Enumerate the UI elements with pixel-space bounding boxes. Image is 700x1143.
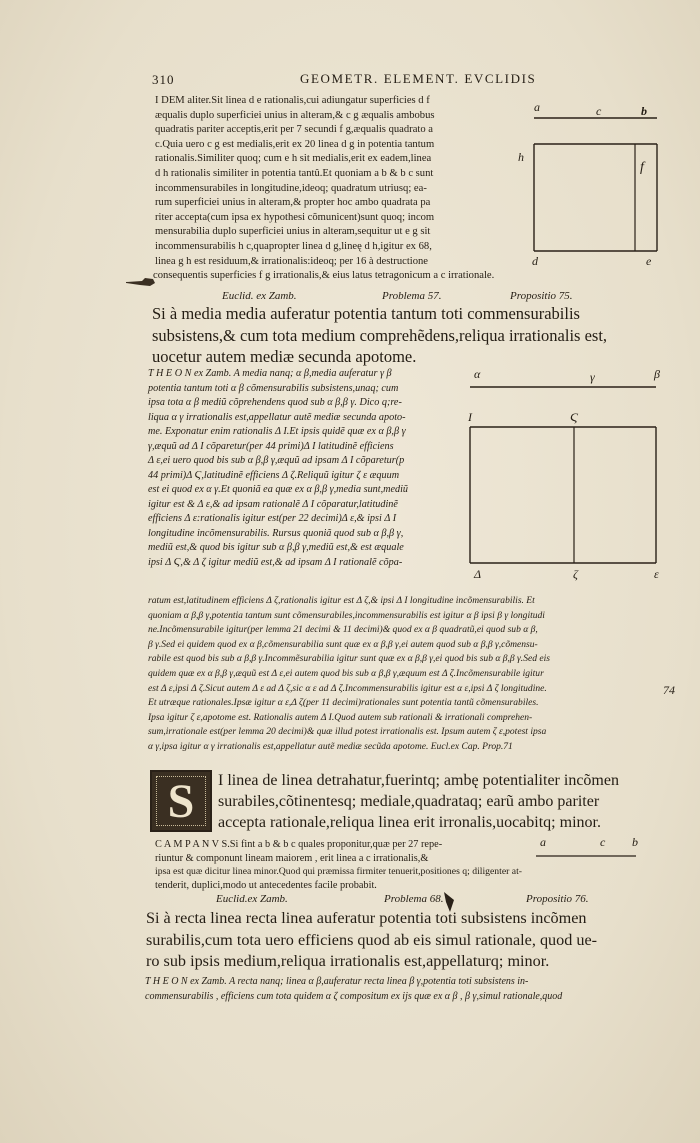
text-line: linea g h est residuum,& irrationalis:ideoq; per 16 à destructione bbox=[155, 255, 429, 267]
figure-label: d bbox=[532, 254, 538, 268]
proposition-76 bbox=[146, 908, 597, 973]
theon-commentary-1 bbox=[148, 367, 408, 570]
text-line: longitudine incõmensurabilis. Rursus quoniã quod sub α β,β γ, bbox=[148, 527, 404, 539]
text-line: sum,irrationale est(per lemma 20 decimi)& quæ illud potest irrationalis est. Ipsum autem ζ ε,potest ipsa bbox=[148, 726, 547, 738]
text-line: uocetur autem mediæ secunda apotome. bbox=[152, 347, 417, 366]
text-line: rationalis.Similiter quoq; cum e h sit medialis,erit ex eadem,linea bbox=[155, 153, 432, 165]
text-line: incommensurabilis h c,quapropter linea d g,lineę d h,igitur ex 68, bbox=[155, 240, 432, 252]
text-line: consequentis superficies f g irrationalis,& eius latus tetragonicum a c irrationale. bbox=[153, 270, 495, 282]
text-line: tenderit, duplici,modo ut antecedentes facile probabit. bbox=[155, 879, 377, 891]
text-line: igitur est & Δ ε,& ad ipsam rationalẽ Δ Ι cõparatur,latitudinẽ bbox=[148, 498, 398, 510]
text-line: c.Quia uero c g est medialis,erit ex 20 linea d g in potentia tantum bbox=[155, 138, 435, 150]
reference-proposition: Propositio 75. bbox=[510, 290, 573, 302]
reference-proposition: Propositio 76. bbox=[526, 893, 589, 905]
drop-cap-box bbox=[150, 770, 212, 832]
figure-label: Ι bbox=[468, 410, 472, 424]
text-line: accepta rationale,reliqua linea erit irronalis,uocabitq; minor. bbox=[218, 814, 601, 831]
figure-label: h bbox=[518, 150, 524, 164]
figure-label: c bbox=[600, 835, 606, 849]
text-line: I DEM aliter.Sit linea d e rationalis,cui adiungatur superficies d f bbox=[155, 95, 430, 106]
text-line: surabilis,cum tota uero efficiens quod ab eis simul rationale, quod ue- bbox=[146, 930, 598, 949]
figure-line-3 bbox=[536, 848, 646, 862]
figure-label: β bbox=[654, 367, 660, 381]
running-title: GEOMETR. ELEMENT. EVCLIDIS bbox=[300, 71, 537, 86]
text-line: ratum est,latitudinem efficiens Δ ζ,rationalis igitur est Δ ζ,& ipsi Δ Ι longitudine incõmensurabilis. Et bbox=[148, 595, 535, 606]
text-line: Et utræque rationales.Ipsæ igitur α ε,Δ ζ(per 11 decimi)rationales sunt potentia tantũ cõmensurabiles. bbox=[148, 697, 539, 709]
figure-label: a bbox=[540, 835, 546, 849]
reference-problem: Problema 68. bbox=[384, 893, 444, 905]
text-line: d h rationalis similiter in potentia tantû.Et quoniam a b & b c sunt bbox=[155, 167, 434, 179]
text-line: 44 primi)Δ Ϛ,latitudinẽ efficiens Δ ζ.Reliquũ igitur ζ ε æquum bbox=[148, 469, 400, 481]
text-line: æqualis duplo superficiei unius in alteram,& c g æqualis ambobus bbox=[155, 109, 435, 121]
figure-label: e bbox=[646, 254, 652, 268]
text-line: ipsa est quæ dicitur linea minor.Quod qui præmissa firmiter tenuerit,positiones q; diligenter at- bbox=[155, 866, 522, 877]
theon-commentary-1-cont bbox=[148, 594, 550, 755]
text-line: rum superficiei unius in alteram,& propter hoc ambo quadrata pa bbox=[155, 197, 431, 209]
text-line: subsistens,& cum tota medium comprehẽdens,reliqua irrationalis est, bbox=[152, 325, 608, 345]
margin-number: 74 bbox=[663, 683, 675, 697]
page-number: 310 bbox=[152, 72, 175, 87]
text-line: incommensurabiles in longitudine,ideoq; quadratum utriusq; ea- bbox=[155, 182, 427, 194]
text-line: ipsi Δ Ϛ,& Δ ζ igitur mediũ est,& ad ipsam Δ Ι rationalẽ cõpa- bbox=[148, 556, 403, 568]
figure-label: Ϛ bbox=[570, 410, 579, 424]
proposition-76-statement bbox=[218, 770, 619, 833]
figure-rectangle-1 bbox=[520, 100, 665, 270]
text-line: I linea de linea detrahatur,fuerintq; ambę potentialiter incõmen bbox=[218, 772, 619, 789]
text-line: est ei quod ex α γ.Et quoniã ea quæ ex α β,β γ,media sunt,mediũ bbox=[148, 484, 409, 495]
figure-label: ε bbox=[654, 567, 659, 581]
figure-label: f bbox=[640, 160, 644, 175]
text-line: C A M P A N V S.Si fint a b & b c quales proponitur,quæ per 27 repe- bbox=[155, 839, 443, 850]
text-line: ro sub ipsis medium,reliqua irrationalis est,appellaturq; minor. bbox=[146, 952, 550, 970]
figure-label: a bbox=[534, 100, 540, 114]
text-line: mensurabilia duplo superficiei unius in alteram,sequitur ut e g sit bbox=[155, 226, 431, 238]
text-line: riter accepta(cum ipsa ex hypothesi cõmunicent)sunt quoq; incom bbox=[155, 211, 435, 223]
reference-source: Euclid. ex Zamb. bbox=[222, 290, 297, 302]
text-line: riuntur & componunt lineam maiorem , erit linea a c irrationalis,& bbox=[155, 852, 429, 864]
text-line: γ,æquũ ad Δ Ι cõparetur(per 44 primi)Δ Ι latitudinẽ efficiens bbox=[148, 440, 394, 452]
figure-label: Δ bbox=[474, 567, 482, 581]
text-line: efficiens Δ ε:rationalis igitur est(per 22 decimi)Δ ε,& ipsi Δ Ι bbox=[148, 513, 397, 524]
alt-proof-block bbox=[155, 94, 494, 284]
text-line: Si à media media auferatur potentia tantum toti commensurabilis bbox=[152, 304, 580, 323]
figure-label: c bbox=[596, 104, 602, 118]
text-line: quoniam α β,β γ,potentia tantum sunt cõmensurabiles,incommensurabilis est igitur α β ipsi β γ longitudi bbox=[148, 609, 545, 621]
pointing-hand-icon bbox=[126, 276, 156, 288]
text-line: quidem quæ ex α β,β γ,æquũ est Δ ε,ei autem quod bis sub α β,β γ,æquum est Δ ζ.Incõmensurabile igitur bbox=[148, 667, 544, 679]
text-line: potentia tantum toti α β cõmensurabilis subsistens,unaq; cum bbox=[148, 382, 399, 394]
theon-commentary-2 bbox=[145, 975, 562, 1004]
text-line: α γ,ipsa igitur α γ irrationalis est,appellatur autẽ mediæ secũda apotome. Eucl.ex Cap. Prop.71 bbox=[148, 740, 513, 752]
text-line: Δ ε,ei uero quod bis sub α β,β γ,æquũ ad ipsam Δ Ι cõparetur(p bbox=[148, 455, 405, 466]
text-line: T H E O N ex Zamb. A media nanq; α β,media auferatur γ β bbox=[148, 368, 392, 379]
text-line: Ipsa igitur ζ ε,apotome est. Rationalis autem Δ Ι.Quod autem sub rationali & irrationali comprehen- bbox=[148, 711, 533, 723]
text-line: me. Exponatur enim rationalis Δ Ι.Et ipsis quidẽ quæ ex α β,β γ bbox=[148, 426, 406, 437]
text-line: ipsa tota α β mediũ cõprehendens quod sub α β,β γ. Dico q;re- bbox=[148, 397, 402, 408]
proposition-75 bbox=[152, 303, 607, 368]
reference-problem: Problema 57. bbox=[382, 290, 442, 302]
text-line: mediũ est,& quod bis igitur sub α β,β γ,mediũ est,& est æquale bbox=[148, 542, 404, 553]
text-line: T H E O N ex Zamb. A recta nanq; linea α β,auferatur recta linea β γ,potentia toti subsistens in- bbox=[145, 976, 529, 987]
figure-label: α bbox=[474, 367, 481, 381]
text-line: Si à recta linea recta linea auferatur potentia toti subsistens incõmen bbox=[146, 909, 587, 927]
text-line: commensurabilis , efficiens cum tota quidem α ζ compositum ex ijs quæ ex α β , β γ,simul rationale,quod bbox=[145, 990, 563, 1002]
text-line: ne.Incõmensurabile igitur(per lemma 21 decimi & 11 decimi)& quod ex α β quadratũ,ei quod sub α β, bbox=[148, 624, 538, 636]
figure-label: b bbox=[632, 835, 638, 849]
text-line: quadratis pariter acceptis,erit per 7 secundi f g,æqualis quadrato a bbox=[155, 124, 433, 136]
reference-source: Euclid.ex Zamb. bbox=[216, 893, 288, 905]
figure-label: b bbox=[641, 104, 647, 118]
text-line: β γ.Sed ei quidem quod ex α β,cõmensurabilia sunt quæ ex α β,β γ,ei autem quod sub α β,β γ,cõmensu- bbox=[148, 638, 538, 650]
text-line: surabiles,cõtinentesq; mediale,quadrataq; earũ ambo pariter bbox=[218, 793, 600, 810]
figure-rectangle-2 bbox=[466, 370, 666, 580]
text-line: est Δ ε,ipsi Δ ζ.Sicut autem Δ ε ad Δ ζ,sic α ε ad Δ ζ.Incommensurabilis igitur est α ε,ipsi Δ ζ longitudine. bbox=[148, 682, 547, 694]
text-line: liqua α γ irrationalis est,appellatur autẽ mediæ secunda apoto- bbox=[148, 411, 406, 423]
figure-label: ζ bbox=[573, 567, 578, 581]
figure-label: γ bbox=[590, 370, 595, 384]
text-line: rabile est quod bis sub α β,β γ.Incommẽsurabilia igitur sunt quæ ex α β,β γ,ei quod bis sub α β,β γ.Sed eis bbox=[148, 653, 550, 665]
campanus-commentary bbox=[155, 838, 522, 892]
drop-cap-letter: S bbox=[167, 775, 195, 828]
